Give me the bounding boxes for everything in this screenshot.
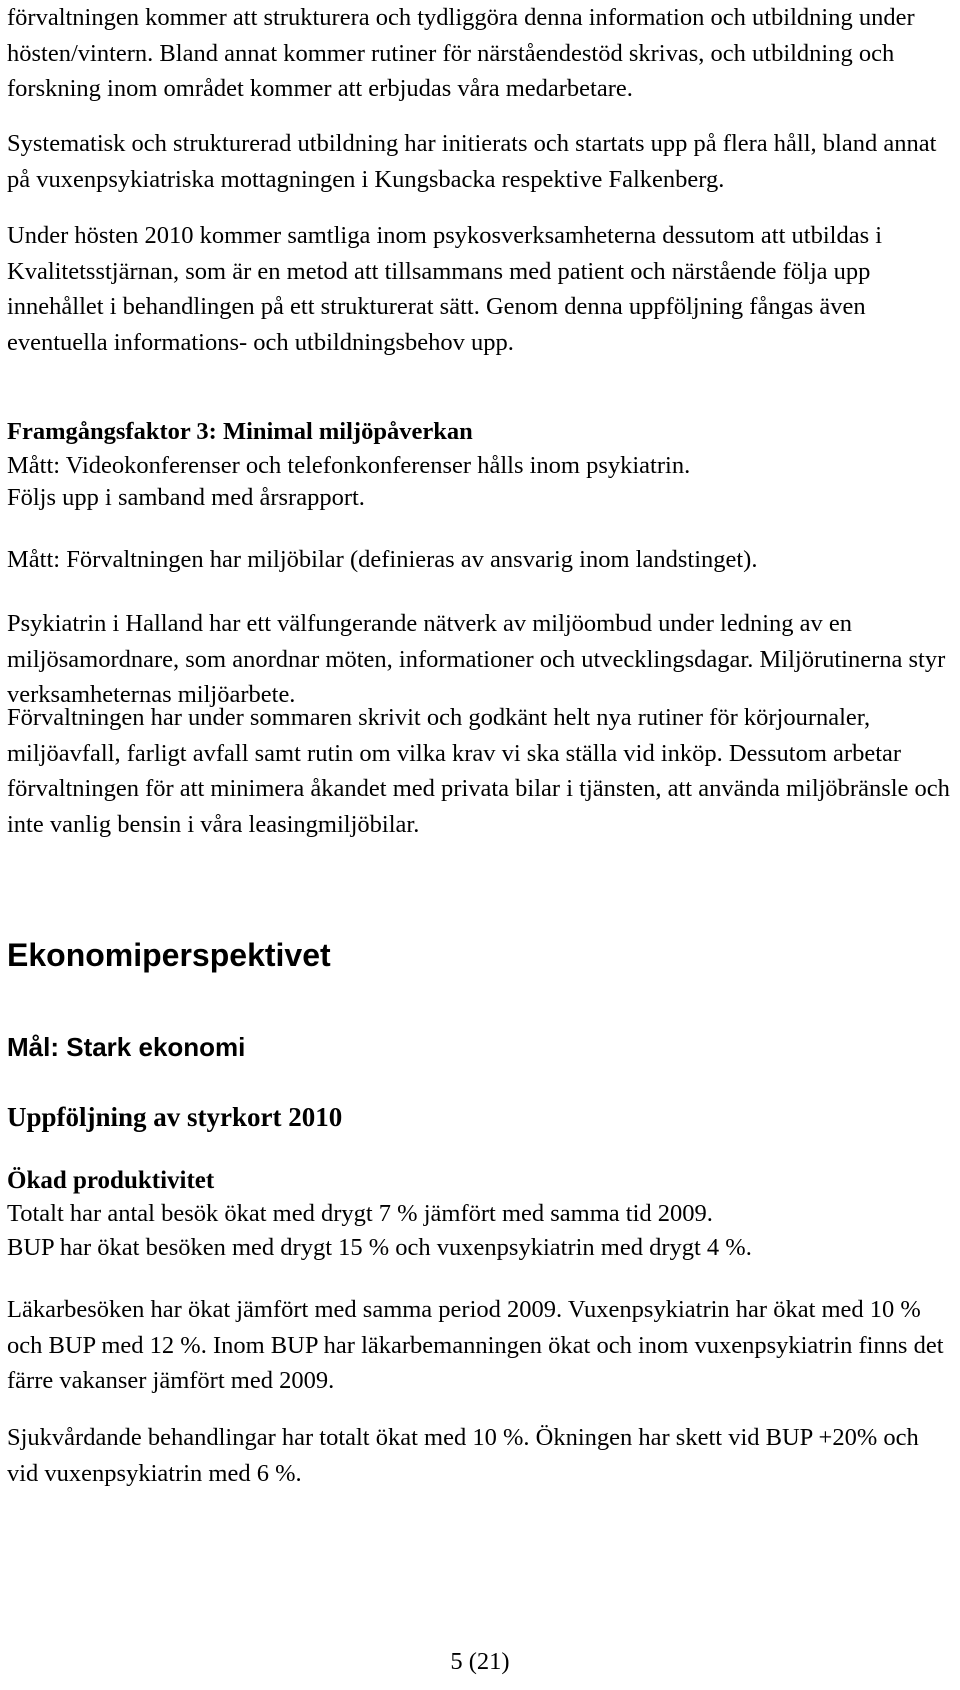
paragraph-quality-star: Under hösten 2010 kommer samtliga inom psykosverksamheterna dessutom att utbildas i Kvalitetsstjärnan, som är en metod att tillsammans med patient och närstående följa upp innehållet i behandlingen på ett strukturerat sätt. Genom denna uppföljning fångas även eventuella informations- och utbildningsbehov upp. xyxy=(7,222,883,356)
measure-conferences: Mått: Videokonferenser och telefonkonferenser hålls inom psykiatrin. xyxy=(7,452,691,479)
productivity-heading: Ökad produktivitet xyxy=(7,1167,215,1194)
paragraph-systematic-training: Systematisk och strukturerad utbildning har initierats och startats upp på flera håll, bland annat på vuxenpsykiatriska mottagningen i Kungsbacka respektive Falkenberg. xyxy=(7,130,937,193)
paragraph-environment-network: Psykiatrin i Halland har ett välfungerande nätverk av miljöombud under ledning av en miljösamordnare, som anordnar möten, informationer och utvecklingsdagar. Miljörutinerna styr verksamheternas miljöarbete. xyxy=(7,610,946,708)
measure-eco-cars: Mått: Förvaltningen har miljöbilar (definieras av ansvarig inom landstinget). xyxy=(7,546,758,573)
followup-heading: Uppföljning av styrkort 2010 xyxy=(7,1102,343,1132)
measure-conferences-followup: Följs upp i samband med årsrapport. xyxy=(7,484,365,511)
paragraph-environment-routines: Förvaltningen har under sommaren skrivit och godkänt helt nya rutiner för körjournaler, miljöavfall, farligt avfall samt rutin om vilka krav vi ska ställa vid inköp. Dessutom arbetar förvaltningen för att minimera åkandet med privata bilar i tjänsten, att använda miljöbränsle och inte vanlig bensin i våra leasingmiljöbilar. xyxy=(7,704,950,838)
paragraph-training-info: förvaltningen kommer att strukturera och tydliggöra denna information och utbildning under hösten/vintern. Bland annat kommer rutiner för närståendestöd skrivas, och utbildning och forskning inom området kommer att erbjudas våra medarbetare. xyxy=(7,4,915,102)
paragraph-care-treatments: Sjukvårdande behandlingar har totalt ökat med 10 %. Ökningen har skett vid BUP +20% och vid vuxenpsykiatrin med 6 %. xyxy=(7,1424,919,1487)
factor3-heading: Framgångsfaktor 3: Minimal miljöpåverkan xyxy=(7,418,473,445)
section-title-economy: Ekonomiperspektivet xyxy=(7,937,331,973)
page-number: 5 (21) xyxy=(450,1648,510,1675)
productivity-total-visits: Totalt har antal besök ökat med drygt 7 % jämfört med samma tid 2009. xyxy=(7,1200,713,1227)
paragraph-doctor-visits: Läkarbesöken har ökat jämfört med samma period 2009. Vuxenpsykiatrin har ökat med 10 % och BUP med 12 %. Inom BUP har läkarbemanningen ökat och inom vuxenpsykiatrin finns det färre vakanser jämfört med 2009. xyxy=(7,1296,944,1394)
productivity-bup-visits: BUP har ökat besöken med drygt 15 % och vuxenpsykiatrin med drygt 4 %. xyxy=(7,1234,752,1261)
goal-heading: Mål: Stark ekonomi xyxy=(7,1032,246,1062)
